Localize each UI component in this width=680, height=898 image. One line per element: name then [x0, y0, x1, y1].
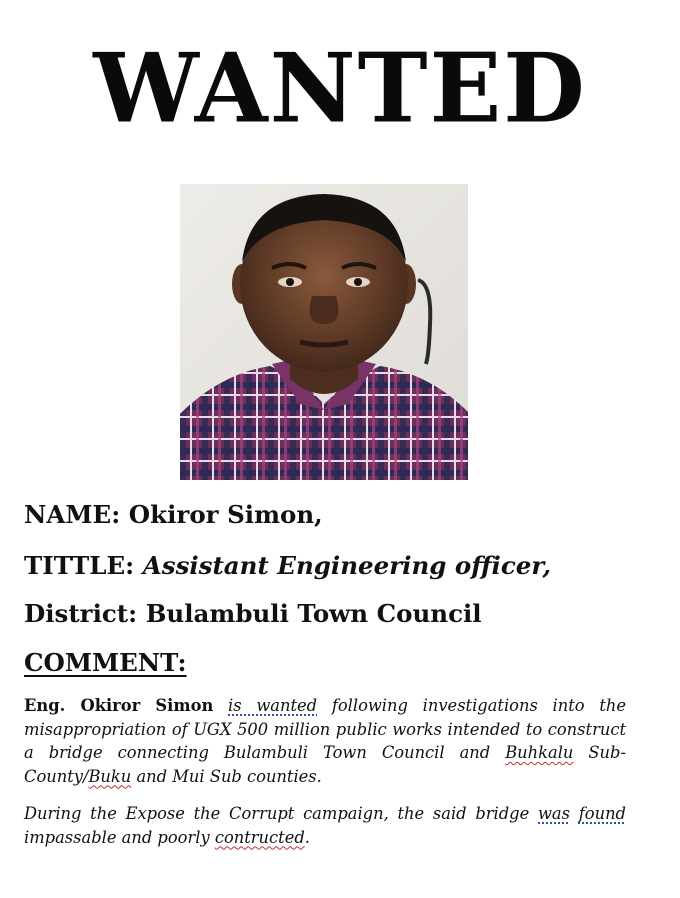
comment-place-buku: Buku: [88, 766, 132, 786]
comment-text: following investigations into the misappropriation of UGX 500 million public works intended to construct a bridge connecting Bulambuli Town Council and: [24, 696, 626, 762]
poster-title: WANTED: [93, 32, 587, 146]
comment-text: and Mui Sub counties.: [136, 766, 322, 786]
comment-word-contructed: contructed: [214, 827, 305, 847]
name-value: Okiror Simon,: [128, 500, 323, 529]
name-line: [24, 499, 323, 531]
comment-wanted-phrase: is wanted: [228, 696, 318, 715]
comment-text: impassable and poorly: [24, 827, 210, 847]
comment-word-was: was: [538, 804, 570, 823]
district-value: Bulambuli Town Council: [145, 599, 482, 628]
comment-paragraph-2: [24, 802, 626, 849]
comment-text: Sub-County/: [24, 743, 626, 786]
comment-subject: Eng. Okiror Simon: [24, 696, 214, 715]
title-label: TITTLE:: [24, 551, 135, 580]
comment-paragraph-1: [24, 694, 626, 788]
district-line: [24, 598, 482, 630]
comment-text: .: [304, 827, 310, 847]
comment-text: During the Expose the Corrupt campaign, the said bridge: [24, 804, 530, 823]
title-line: [24, 550, 551, 582]
comment-heading: COMMENT:: [24, 648, 187, 677]
name-label: NAME:: [24, 500, 121, 529]
comment-place-buhkalu: Buhkalu: [505, 743, 574, 762]
district-label: District:: [24, 599, 138, 628]
title-value: Assistant Engineering officer,: [142, 551, 551, 580]
comment-word-found: found: [578, 804, 626, 823]
suspect-photo: [180, 184, 468, 480]
